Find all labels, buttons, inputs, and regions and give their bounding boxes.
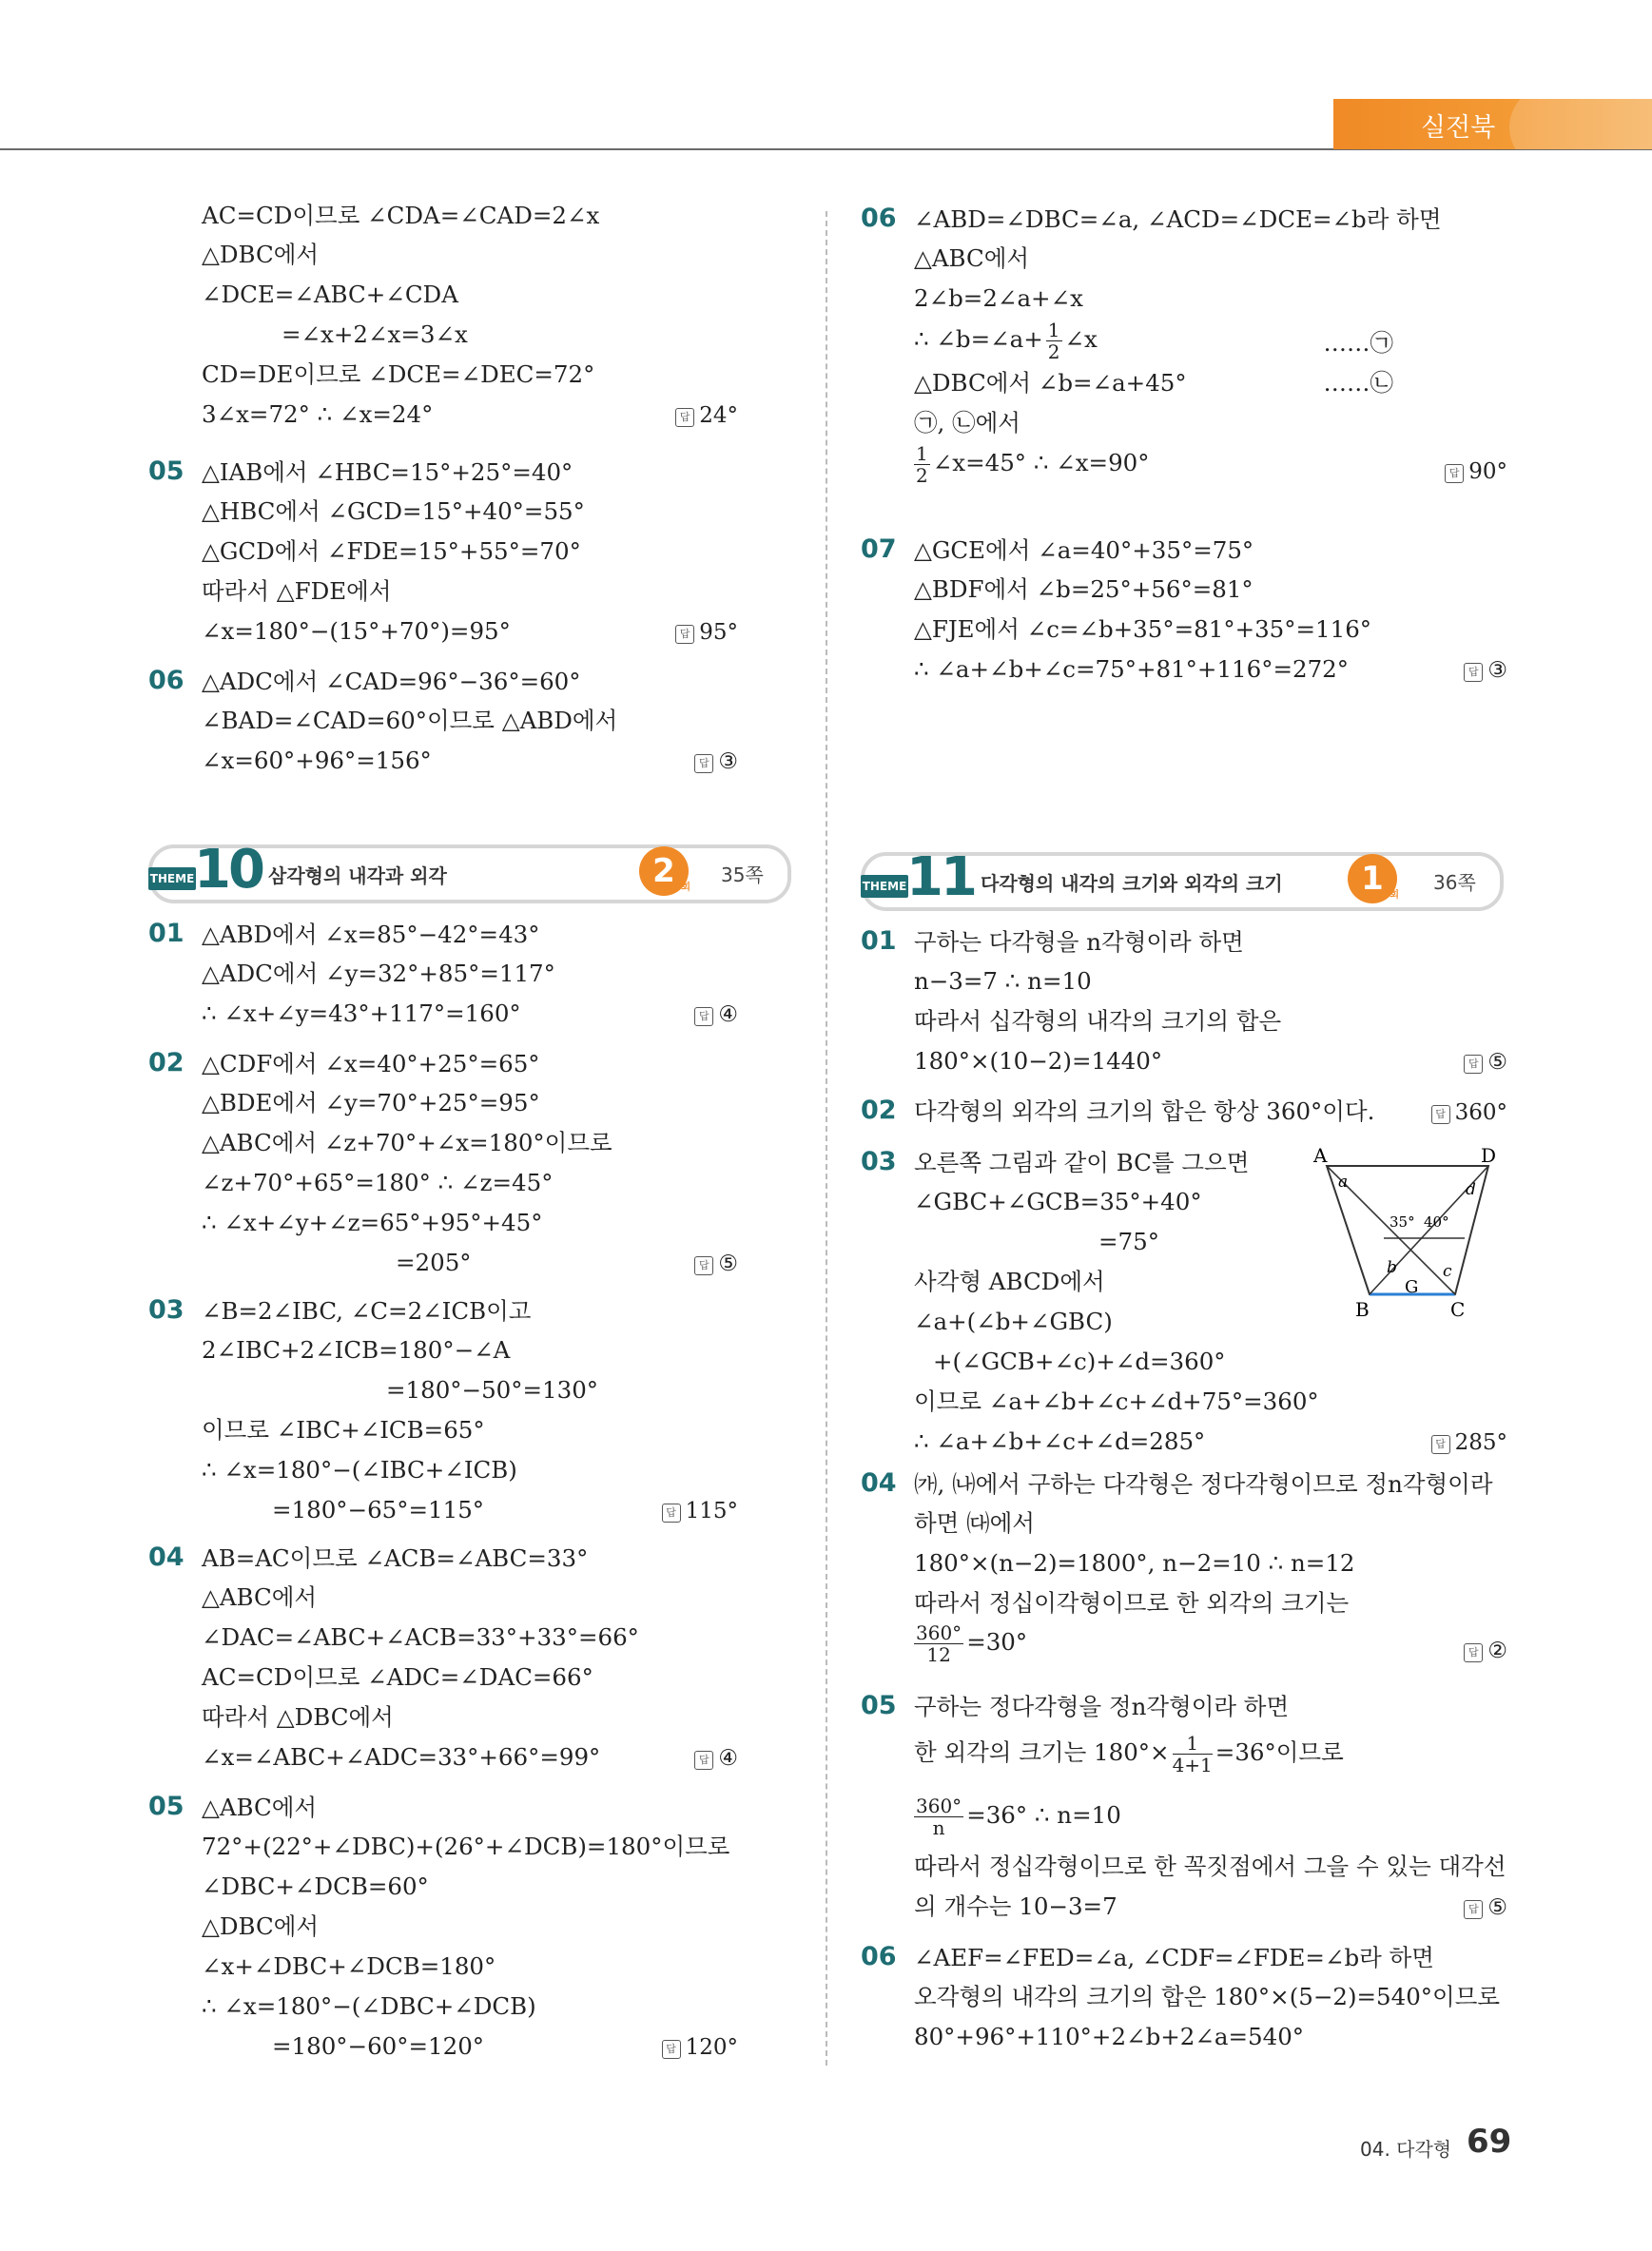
page-reference: 35쪽 bbox=[721, 864, 764, 886]
solution-line: ㈎, ㈏에서 구하는 다각형은 정다각형이므로 정n각형이라 bbox=[914, 1470, 1493, 1498]
solution-line: △GCE에서 ∠a=40°+35°=75° bbox=[914, 536, 1254, 564]
answer-box-icon: 답 bbox=[694, 1256, 713, 1275]
answer-box-icon: 답 bbox=[1464, 1643, 1483, 1662]
solution-line: 180°×(10−2)=1440° bbox=[914, 1047, 1163, 1075]
solution-line: △BDF에서 ∠b=25°+56°=81° bbox=[914, 575, 1254, 603]
answer: 답 ⑤ bbox=[1464, 1891, 1507, 1924]
angle-label: a bbox=[1338, 1173, 1349, 1192]
angle-value: 35° bbox=[1390, 1213, 1415, 1231]
solution-line: 하면 ㈐에서 bbox=[914, 1509, 1035, 1537]
solution-line: 180°×(n−2)=1800°, n−2=10 ∴ n=12 bbox=[914, 1549, 1355, 1577]
solution-line: △GCD에서 ∠FDE=15°+55°=70° bbox=[202, 537, 581, 565]
answer: 답 ④ bbox=[694, 1741, 738, 1775]
page-reference: 36쪽 bbox=[1433, 871, 1476, 894]
solution-line: 3∠x=72° ∴ ∠x=24° bbox=[202, 400, 434, 428]
answer-box-icon: 답 bbox=[1445, 464, 1464, 483]
answer-box-icon: 답 bbox=[1464, 1900, 1483, 1919]
solution-line: 이므로 ∠a+∠b+∠c+∠d+75°=360° bbox=[914, 1387, 1319, 1415]
solution-line: ∠z+70°+65°=180° ∴ ∠z=45° bbox=[202, 1169, 554, 1196]
solution-line: =75° bbox=[1098, 1228, 1159, 1255]
problem-number: 04 bbox=[861, 1468, 897, 1498]
answer-box-icon: 답 bbox=[675, 408, 694, 427]
equation-mark: ……㉡ bbox=[1323, 369, 1393, 397]
round-badge: 1 회 bbox=[1348, 854, 1397, 903]
solution-line: ∴ ∠a+∠b+∠c=75°+81°+116°=272° bbox=[914, 655, 1350, 683]
solution-line: ∠ABD=∠DBC=∠a, ∠ACD=∠DCE=∠b라 하면 bbox=[914, 205, 1442, 233]
problem-number: 01 bbox=[148, 919, 185, 948]
solution-line: △ABC에서 ∠z+70°+∠x=180°이므로 bbox=[202, 1129, 612, 1156]
solution-line: 오른쪽 그림과 같이 BC를 그으면 bbox=[914, 1149, 1250, 1176]
solution-line: ∠DBC+∠DCB=60° bbox=[202, 1873, 429, 1900]
answer: 답 ⑤ bbox=[694, 1247, 738, 1280]
answer: 답 90° bbox=[1445, 455, 1507, 488]
solution-line: △BDE에서 ∠y=70°+25°=95° bbox=[202, 1089, 540, 1116]
answer: 답 360° bbox=[1431, 1096, 1507, 1129]
solution-line: =180°−50°=130° bbox=[386, 1376, 599, 1404]
solution-line: 따라서 정십각형이므로 한 꼭짓점에서 그을 수 있는 대각선 bbox=[914, 1853, 1506, 1880]
problem-number: 06 bbox=[148, 666, 185, 695]
solution-line: ∴ ∠x=180°−(∠DBC+∠DCB) bbox=[202, 1992, 536, 2020]
solution-line: 구하는 다각형을 n각형이라 하면 bbox=[914, 928, 1244, 956]
tab-label: 실전북 bbox=[1421, 113, 1496, 143]
solution-line: ∴ ∠x=180°−(∠IBC+∠ICB) bbox=[202, 1456, 517, 1484]
theme-title: 다각형의 내각의 크기와 외각의 크기 bbox=[981, 872, 1283, 895]
answer: 답 120° bbox=[662, 2030, 738, 2064]
fraction: $\frac{1}{2}$ bbox=[916, 442, 928, 487]
solution-line: ∠x=∠ABC+∠ADC=33°+66°=99° bbox=[202, 1743, 601, 1771]
solution-line: 사각형 ABCD에서 bbox=[914, 1268, 1105, 1295]
solution-line: 72°+(22°+∠DBC)+(26°+∠DCB)=180°이므로 bbox=[202, 1833, 730, 1860]
solution-line: $\frac{360^\circ}{n}$ =36° ∴ n=10 bbox=[916, 1795, 1121, 1839]
fraction: $\frac{360^\circ}{n}$ bbox=[916, 1795, 962, 1839]
answer: 답 ④ bbox=[694, 998, 738, 1031]
solution-line: 80°+96°+110°+2∠b+2∠a=540° bbox=[914, 2023, 1305, 2050]
angle-label: b bbox=[1387, 1258, 1397, 1277]
answer-box-icon: 답 bbox=[694, 754, 713, 773]
answer-box-icon: 답 bbox=[1431, 1435, 1450, 1454]
problem-number: 04 bbox=[148, 1543, 185, 1572]
vertex-label: A bbox=[1313, 1147, 1328, 1167]
solution-line: 다각형의 외각의 크기의 합은 항상 360°이다. bbox=[914, 1097, 1375, 1125]
answer: 답 ⑤ bbox=[1464, 1045, 1507, 1078]
solution-line: ∴ ∠x+∠y=43°+117°=160° bbox=[202, 999, 521, 1027]
round-badge: 2 회 bbox=[639, 846, 689, 896]
solution-line: ∴ ∠a+∠b+∠c+∠d=285° bbox=[914, 1427, 1206, 1455]
solution-line: △ABC에서 bbox=[914, 244, 1030, 272]
solution-line: △IAB에서 ∠HBC=15°+25°=40° bbox=[202, 458, 573, 486]
quadrilateral-figure bbox=[1308, 1147, 1498, 1318]
theme-label: THEME bbox=[148, 867, 196, 890]
solution-line: +(∠GCB+∠c)+∠d=360° bbox=[933, 1348, 1226, 1375]
solution-line: ∠AEF=∠FED=∠a, ∠CDF=∠FDE=∠b라 하면 bbox=[914, 1944, 1434, 1971]
equation-mark: ……㉠ bbox=[1323, 329, 1393, 357]
theme-title: 삼각형의 내각과 외각 bbox=[268, 864, 447, 887]
chapter-label: 04. 다각형 bbox=[1360, 2138, 1452, 2161]
problem-number: 05 bbox=[861, 1691, 897, 1720]
solution-line: 따라서 △DBC에서 bbox=[202, 1703, 394, 1731]
solution-line: ∴ ∠x+∠y+∠z=65°+95°+45° bbox=[202, 1209, 543, 1236]
problem-number: 02 bbox=[861, 1096, 897, 1125]
solution-line: CD=DE이므로 ∠DCE=∠DEC=72° bbox=[202, 360, 595, 388]
solution-line: ㉠, ㉡에서 bbox=[914, 409, 1020, 437]
solution-line: △FJE에서 ∠c=∠b+35°=81°+35°=116° bbox=[914, 615, 1372, 643]
column-divider bbox=[826, 211, 827, 2066]
angle-label: c bbox=[1443, 1262, 1452, 1281]
solution-line: △ADC에서 ∠y=32°+85°=117° bbox=[202, 960, 555, 987]
solution-line: 2∠b=2∠a+∠x bbox=[914, 284, 1083, 312]
problem-number: 02 bbox=[148, 1048, 185, 1077]
solution-line: △ABD에서 ∠x=85°−42°=43° bbox=[202, 921, 540, 948]
solution-line: $\frac{360^\circ}{12}$ =30° bbox=[916, 1621, 1028, 1666]
solution-line: ∴ ∠b=∠a+ $\frac{1}{2}$ ∠x bbox=[914, 319, 1098, 363]
answer: 답 24° bbox=[675, 398, 738, 432]
problem-number: 05 bbox=[148, 456, 185, 486]
solution-line: AC=CD이므로 ∠ADC=∠DAC=66° bbox=[202, 1663, 593, 1691]
solution-line: =180°−65°=115° bbox=[272, 1496, 485, 1523]
answer-box-icon: 답 bbox=[675, 625, 694, 644]
vertex-label: B bbox=[1355, 1298, 1370, 1318]
theme-number: 10 bbox=[194, 839, 262, 901]
answer-box-icon: 답 bbox=[1464, 1055, 1483, 1074]
solution-line: ∠B=2∠IBC, ∠C=2∠ICB이고 bbox=[202, 1297, 532, 1325]
vertex-label: C bbox=[1450, 1298, 1466, 1318]
solution-line: △DBC에서 ∠b=∠a+45° bbox=[914, 369, 1187, 397]
solution-line: ∠a+(∠b+∠GBC) bbox=[914, 1308, 1113, 1335]
answer-box-icon: 답 bbox=[694, 1007, 713, 1026]
solution-line: ∠x=180°−(15°+70°)=95° bbox=[202, 617, 511, 645]
solution-line: AB=AC이므로 ∠ACB=∠ABC=33° bbox=[202, 1544, 589, 1572]
theme-10-banner bbox=[148, 839, 791, 903]
theme-number: 11 bbox=[906, 846, 975, 908]
problem-number: 06 bbox=[861, 1942, 897, 1971]
vertex-label: D bbox=[1481, 1147, 1497, 1167]
angle-value: 40° bbox=[1424, 1213, 1449, 1231]
fraction: $\frac{1}{4+1}$ bbox=[1172, 1732, 1213, 1776]
problem-number: 03 bbox=[148, 1295, 185, 1325]
answer-box-icon: 답 bbox=[1431, 1105, 1450, 1124]
theme-label: THEME bbox=[861, 875, 908, 898]
fraction: $\frac{1}{2}$ bbox=[1047, 319, 1060, 363]
solution-line: =∠x+2∠x=3∠x bbox=[282, 320, 468, 348]
tab-decoration bbox=[1509, 99, 1652, 149]
solution-line: △CDF에서 ∠x=40°+25°=65° bbox=[202, 1050, 540, 1077]
solution-line: =180°−60°=120° bbox=[272, 2032, 485, 2060]
answer: 답 285° bbox=[1431, 1426, 1507, 1459]
theme-11-banner bbox=[861, 846, 1504, 911]
solution-line: △ADC에서 ∠CAD=96°−36°=60° bbox=[202, 668, 581, 695]
solution-line: 한 외각의 크기는 180°× $\frac{1}{4+1}$ =36°이므로 bbox=[914, 1732, 1344, 1776]
solution-line: △DBC에서 bbox=[202, 1912, 320, 1940]
solution-line: 구하는 정다각형을 정n각형이라 하면 bbox=[914, 1693, 1290, 1720]
solution-line: =205° bbox=[396, 1249, 472, 1276]
answer-box-icon: 답 bbox=[662, 2040, 681, 2059]
answer: 답 ③ bbox=[1464, 653, 1507, 687]
solution-line: ∠DCE=∠ABC+∠CDA bbox=[202, 281, 458, 308]
solution-line: 의 개수는 10−3=7 bbox=[914, 1892, 1118, 1920]
solution-line: ∠GBC+∠GCB=35°+40° bbox=[914, 1188, 1202, 1215]
solution-line: 이므로 ∠IBC+∠ICB=65° bbox=[202, 1416, 485, 1444]
problem-number: 05 bbox=[148, 1792, 185, 1821]
problem-number: 03 bbox=[861, 1147, 897, 1176]
problem-number: 06 bbox=[861, 204, 897, 233]
answer-box-icon: 답 bbox=[694, 1751, 713, 1770]
solution-line: △DBC에서 bbox=[202, 241, 320, 268]
section-tab bbox=[1333, 99, 1652, 149]
solution-line: ∠DAC=∠ABC+∠ACB=33°+33°=66° bbox=[202, 1623, 639, 1651]
solution-line: AC=CD이므로 ∠CDA=∠CAD=2∠x bbox=[202, 202, 600, 229]
solution-line: 따라서 △FDE에서 bbox=[202, 577, 392, 605]
solution-line: △ABC에서 bbox=[202, 1583, 318, 1611]
answer: 답 115° bbox=[662, 1494, 738, 1527]
solution-line: 따라서 정십이각형이므로 한 외각의 크기는 bbox=[914, 1589, 1350, 1617]
solution-line: ∠x+∠DBC+∠DCB=180° bbox=[202, 1952, 496, 1980]
problem-number: 01 bbox=[861, 926, 897, 956]
answer: 답 ② bbox=[1464, 1634, 1507, 1667]
page-number: 69 bbox=[1467, 2123, 1512, 2161]
fraction: $\frac{360^\circ}{12}$ bbox=[916, 1621, 962, 1666]
answer-box-icon: 답 bbox=[662, 1504, 681, 1523]
solution-line: 2∠IBC+2∠ICB=180°−∠A bbox=[202, 1336, 511, 1364]
solution-line: ∠BAD=∠CAD=60°이므로 △ABD에서 bbox=[202, 707, 618, 734]
answer: 답 ③ bbox=[694, 745, 738, 778]
point-label: G bbox=[1405, 1277, 1419, 1297]
problem-number: 07 bbox=[861, 534, 897, 564]
answer-box-icon: 답 bbox=[1464, 663, 1483, 682]
angle-label: d bbox=[1466, 1180, 1476, 1199]
solution-line: △HBC에서 ∠GCD=15°+40°=55° bbox=[202, 497, 585, 525]
solution-line: n−3=7 ∴ n=10 bbox=[914, 967, 1092, 995]
solution-line: 따라서 십각형의 내각의 크기의 합은 bbox=[914, 1007, 1282, 1035]
solution-line: $\frac{1}{2}$ ∠x=45° ∴ ∠x=90° bbox=[916, 442, 1150, 487]
answer: 답 95° bbox=[675, 615, 738, 649]
solution-line: ∠x=60°+96°=156° bbox=[202, 747, 432, 774]
solution-line: 오각형의 내각의 크기의 합은 180°×(5−2)=540°이므로 bbox=[914, 1983, 1501, 2010]
solution-line: △ABC에서 bbox=[202, 1794, 318, 1821]
